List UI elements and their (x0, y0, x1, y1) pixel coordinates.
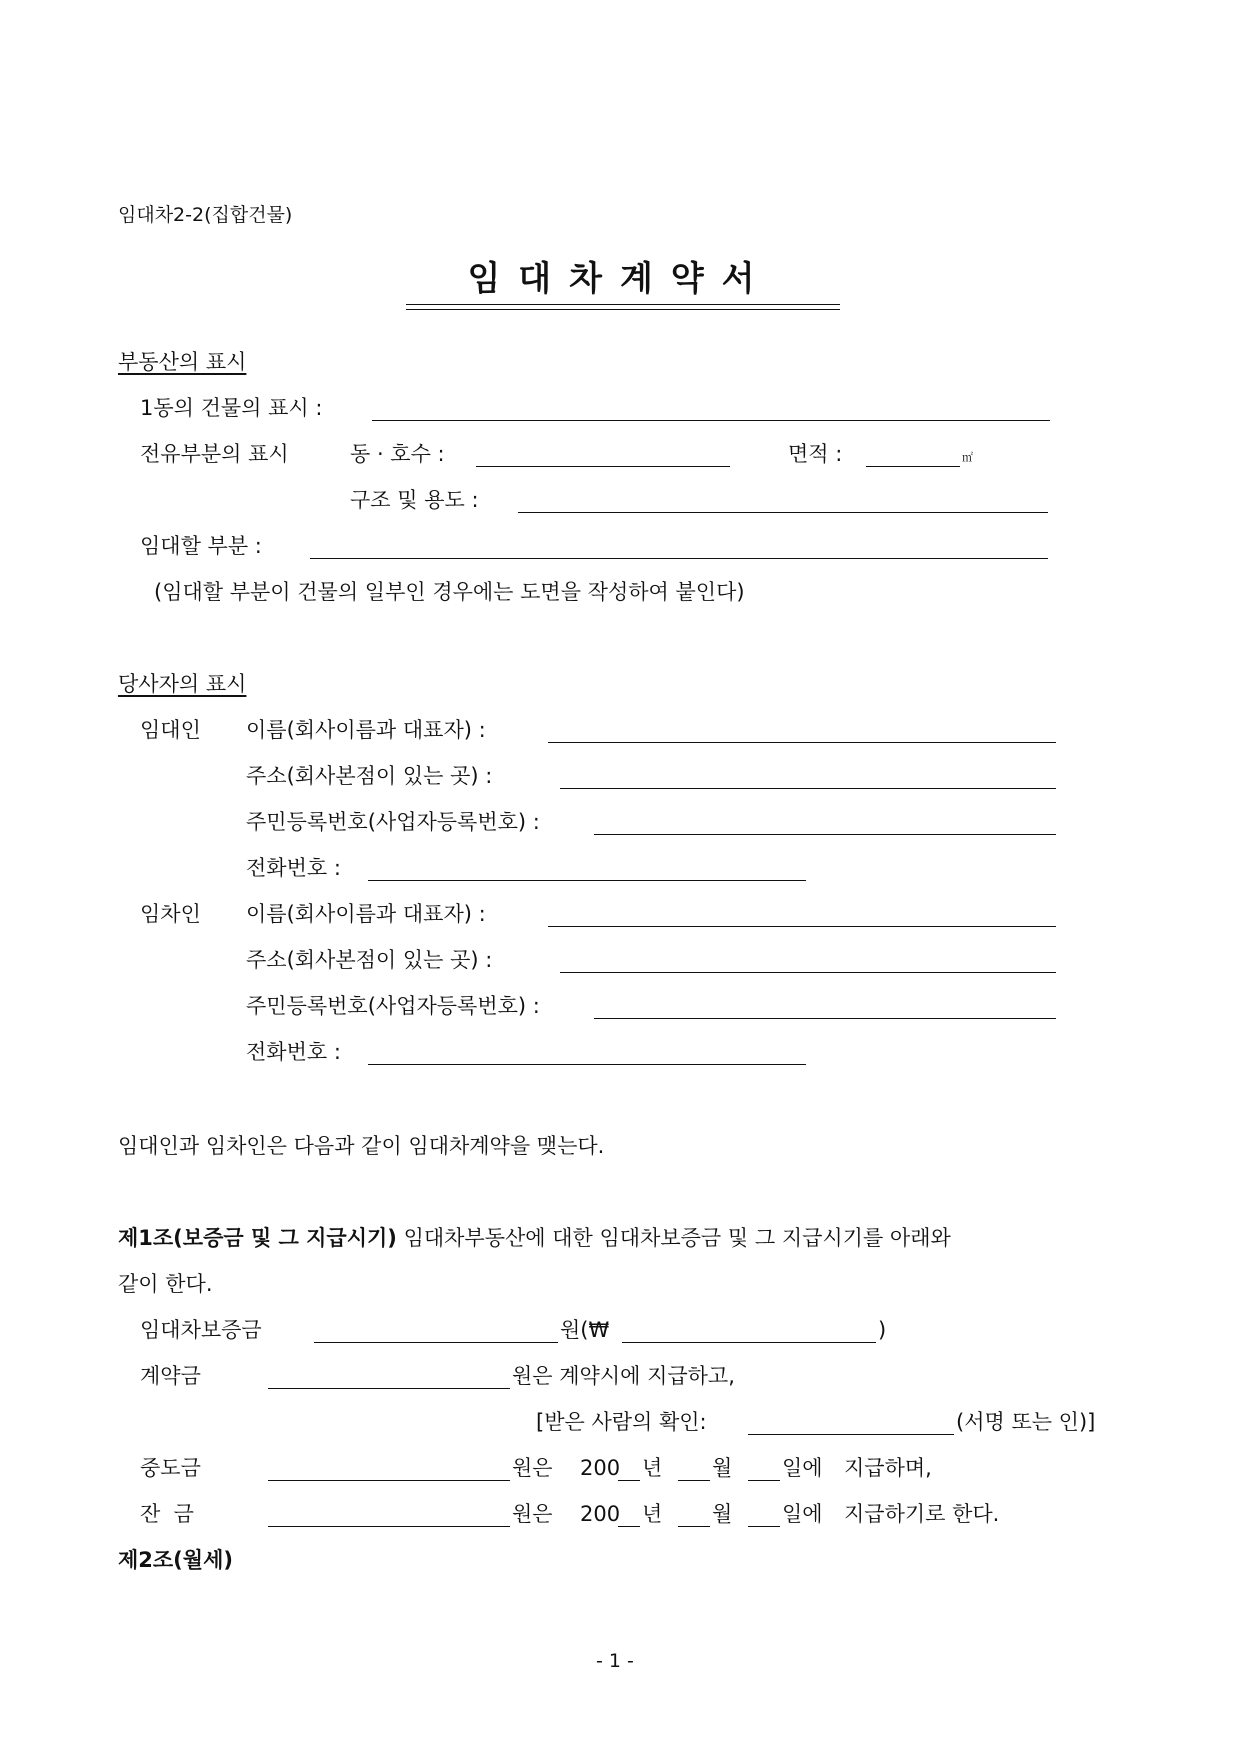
middle-amount-field[interactable] (268, 1480, 510, 1481)
title-underline-bottom (406, 309, 840, 310)
balance-month-field[interactable] (678, 1526, 710, 1527)
balance-year-field[interactable] (618, 1526, 640, 1527)
lessor-phone-label: 전화번호 : (246, 856, 341, 880)
title-underline-top (406, 304, 840, 305)
lessor-id-field[interactable] (594, 834, 1056, 835)
middle-year-prefix: 200 (580, 1456, 621, 1480)
structure-field[interactable] (518, 512, 1048, 513)
middle-year-field[interactable] (618, 1480, 640, 1481)
lessor-name-field[interactable] (548, 742, 1056, 743)
lessee-name-field[interactable] (548, 926, 1056, 927)
page-number: - 1 - (596, 1650, 634, 1672)
lessor-phone-field[interactable] (368, 880, 806, 881)
balance-year-label: 년 (642, 1502, 663, 1526)
lessee-address-label: 주소(회사본점이 있는 곳) : (246, 948, 493, 972)
balance-amount-field[interactable] (268, 1526, 510, 1527)
article1-paragraph (118, 1228, 951, 1249)
balance-won-eun: 원은 (512, 1502, 553, 1526)
lessee-id-field[interactable] (594, 1018, 1056, 1019)
building-field[interactable] (372, 420, 1050, 421)
lessor-address-label: 주소(회사본점이 있는 곳) : (246, 764, 493, 788)
contract-suffix: 원은 계약시에 지급하고, (512, 1364, 735, 1388)
receipt-suffix: (서명 또는 인)] (956, 1410, 1096, 1434)
middle-year-label: 년 (642, 1456, 663, 1480)
lessor-address-field[interactable] (560, 788, 1056, 789)
dong-ho-label: 동 · 호수 : (350, 442, 445, 466)
lessee-address-field[interactable] (560, 972, 1056, 973)
building-label: 1동의 건물의 표시 : (140, 396, 323, 420)
article1-heading: 제1조(보증금 및 그 지급시기) (118, 1226, 397, 1250)
balance-label: 잔 금 (140, 1502, 194, 1526)
area-label: 면적 : (788, 442, 843, 466)
lessor-id-label: 주민등록번호(사업자등록번호) : (246, 810, 540, 834)
structure-label: 구조 및 용도 : (350, 488, 479, 512)
middle-month-field[interactable] (678, 1480, 710, 1481)
lease-part-label: 임대할 부분 : (140, 534, 262, 558)
contract-amount-field[interactable] (268, 1388, 510, 1389)
deposit-won-paren: 원(₩ (560, 1318, 610, 1342)
middle-day-field[interactable] (748, 1480, 780, 1481)
lessee-phone-label: 전화번호 : (246, 1040, 341, 1064)
unit-label: 전유부분의 표시 (140, 442, 289, 466)
lessee-label: 임차인 (140, 902, 201, 926)
property-heading: 부동산의 표시 (118, 350, 247, 374)
middle-day-label: 일에 (782, 1456, 823, 1480)
lease-part-note: (임대할 부분이 건물의 일부인 경우에는 도면을 작성하여 붙인다) (154, 580, 745, 604)
balance-year-prefix: 200 (580, 1502, 621, 1526)
middle-label: 중도금 (140, 1456, 201, 1480)
deposit-numeric-field[interactable] (622, 1342, 876, 1343)
dong-ho-field[interactable] (476, 466, 730, 467)
article2-heading: 제2조(월세) (118, 1548, 233, 1572)
middle-won-eun: 원은 (512, 1456, 553, 1480)
area-field[interactable] (866, 466, 960, 467)
deposit-label: 임대차보증금 (140, 1318, 262, 1342)
balance-day-label: 일에 (782, 1502, 823, 1526)
lessee-phone-field[interactable] (368, 1064, 806, 1065)
area-unit: ㎡ (962, 451, 973, 464)
balance-day-field[interactable] (748, 1526, 780, 1527)
agreement-sentence: 임대인과 임차인은 다음과 같이 임대차계약을 맺는다. (118, 1134, 605, 1158)
lessee-name-label: 이름(회사이름과 대표자) : (246, 902, 486, 926)
article1-text-cont: 같이 한다. (118, 1272, 213, 1296)
deposit-amount-field[interactable] (314, 1342, 558, 1343)
deposit-close-paren: ) (878, 1318, 887, 1342)
receipt-prefix: [받은 사람의 확인: (536, 1410, 707, 1434)
balance-month-label: 월 (712, 1502, 733, 1526)
receipt-signature-field[interactable] (748, 1434, 954, 1435)
article1-text: 임대차부동산에 대한 임대차보증금 및 그 지급시기를 아래와 (403, 1226, 951, 1250)
contract-label: 계약금 (140, 1364, 201, 1388)
lease-part-field[interactable] (310, 558, 1048, 559)
form-label: 임대차2-2(집합건물) (118, 204, 293, 226)
lessor-name-label: 이름(회사이름과 대표자) : (246, 718, 486, 742)
lessor-label: 임대인 (140, 718, 201, 742)
document-title: 임대차계약서 (467, 259, 773, 299)
lessee-id-label: 주민등록번호(사업자등록번호) : (246, 994, 540, 1018)
middle-suffix: 지급하며, (844, 1456, 932, 1480)
middle-month-label: 월 (712, 1456, 733, 1480)
balance-suffix: 지급하기로 한다. (844, 1502, 1000, 1526)
parties-heading: 당사자의 표시 (118, 672, 247, 696)
